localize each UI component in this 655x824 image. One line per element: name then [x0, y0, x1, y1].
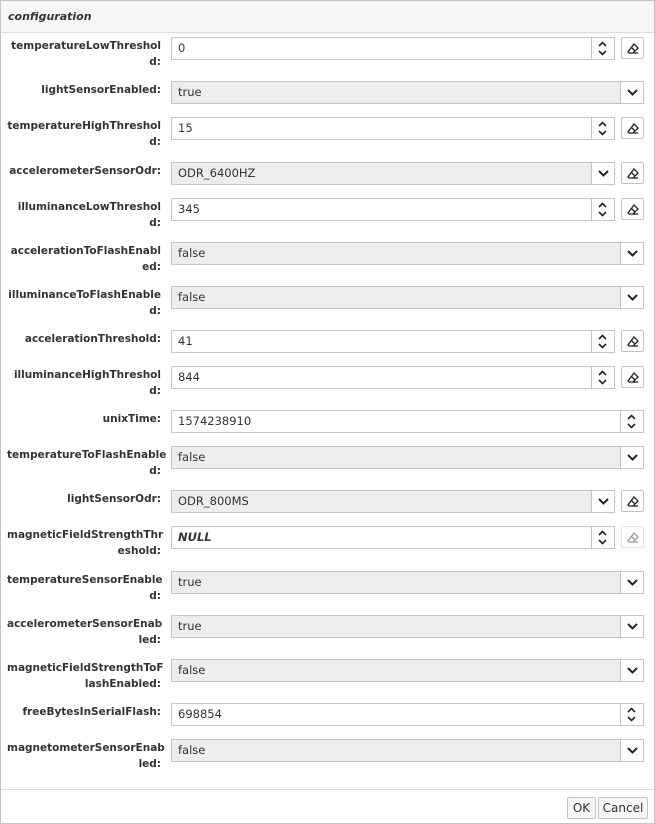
spinner-arrows-icon[interactable]: [620, 411, 643, 432]
select-accelerometer-sensor-enabled[interactable]: [171, 615, 644, 638]
field-row-unix-time: [1, 410, 654, 450]
field-row-temperature-sensor-enabled: [1, 571, 654, 611]
field-label: temperatureSensorEnable d:: [7, 574, 163, 602]
input-acceleration-threshold[interactable]: [171, 330, 615, 353]
chevron-down-icon[interactable]: [591, 491, 614, 512]
eraser-icon: [621, 526, 644, 548]
chevron-down-icon[interactable]: [620, 660, 643, 681]
field-value: false: [178, 290, 206, 304]
field-row-magnetic-field-strength-to-flash-enabled: [1, 659, 654, 699]
field-value: false: [178, 450, 206, 464]
field-value: false: [178, 743, 206, 757]
field-value: 0: [178, 41, 186, 55]
spinner-arrows-icon[interactable]: [591, 199, 614, 220]
field-label: temperatureHighThreshol d:: [7, 120, 161, 148]
eraser-icon[interactable]: [621, 330, 644, 352]
field-label: freeBytesInSerialFlash:: [22, 706, 161, 718]
field-value: false: [178, 246, 206, 260]
spinner-arrows-icon[interactable]: [591, 118, 614, 139]
field-label: accelerationThreshold:: [24, 333, 161, 345]
chevron-down-icon[interactable]: [591, 163, 614, 184]
select-magnetometer-sensor-enabled[interactable]: [171, 739, 644, 762]
field-row-free-bytes-in-serial-flash: [1, 703, 654, 743]
field-row-acceleration-threshold: [1, 330, 654, 370]
spinner-arrows-icon[interactable]: [591, 331, 614, 352]
input-temperature-high-threshold[interactable]: [171, 117, 615, 140]
eraser-icon[interactable]: [621, 162, 644, 184]
field-label: illuminanceToFlashEnable d:: [8, 289, 161, 317]
field-label: temperatureToFlashEnable d:: [7, 449, 167, 477]
select-acceleration-to-flash-enabled[interactable]: [171, 242, 644, 265]
eraser-icon[interactable]: [621, 490, 644, 512]
field-value: 41: [178, 334, 193, 348]
chevron-down-icon[interactable]: [620, 287, 643, 308]
select-temperature-sensor-enabled[interactable]: [171, 571, 644, 594]
chevron-down-icon[interactable]: [620, 572, 643, 593]
spinner-arrows-icon[interactable]: [591, 367, 614, 388]
field-label: illuminanceHighThreshol d:: [13, 369, 161, 397]
input-temperature-low-threshold[interactable]: [171, 37, 615, 60]
chevron-down-icon[interactable]: [620, 82, 643, 103]
field-label: lightSensorOdr:: [67, 493, 161, 505]
eraser-icon[interactable]: [621, 198, 644, 220]
field-label: accelerometerSensorEnab led:: [7, 618, 163, 646]
field-label: accelerationToFlashEnabl ed:: [10, 245, 161, 273]
field-value: NULL: [178, 530, 212, 544]
field-row-illuminance-low-threshold: [1, 198, 654, 238]
select-accelerometer-sensor-odr[interactable]: [171, 162, 615, 185]
field-row-temperature-to-flash-enabled: [1, 446, 654, 486]
field-label: magneticFieldStrengthThr eshold:: [7, 529, 164, 557]
input-illuminance-low-threshold[interactable]: [171, 198, 615, 221]
field-row-illuminance-to-flash-enabled: [1, 286, 654, 326]
field-value: true: [178, 619, 202, 633]
field-row-light-sensor-enabled: [1, 81, 654, 121]
input-unix-time[interactable]: [171, 410, 644, 433]
input-free-bytes-in-serial-flash[interactable]: [171, 703, 644, 726]
field-row-light-sensor-odr: [1, 490, 654, 530]
field-label: magnetometerSensorEnab led:: [7, 742, 165, 770]
eraser-icon[interactable]: [621, 37, 644, 59]
field-label: accelerometerSensorOdr:: [9, 165, 161, 177]
spinner-arrows-icon[interactable]: [591, 527, 614, 548]
field-value: 345: [178, 202, 200, 216]
eraser-icon[interactable]: [621, 117, 644, 139]
select-magnetic-field-strength-to-flash-enabled[interactable]: [171, 659, 644, 682]
field-value: true: [178, 85, 202, 99]
chevron-down-icon[interactable]: [620, 616, 643, 637]
field-value: true: [178, 575, 202, 589]
field-value: ODR_800MS: [178, 494, 249, 508]
field-label: magneticFieldStrengthToF lashEnabled:: [7, 662, 164, 690]
select-light-sensor-enabled[interactable]: [171, 81, 644, 104]
field-row-accelerometer-sensor-enabled: [1, 615, 654, 655]
chevron-down-icon[interactable]: [620, 447, 643, 468]
field-row-acceleration-to-flash-enabled: [1, 242, 654, 282]
chevron-down-icon[interactable]: [620, 740, 643, 761]
ok-button[interactable]: OK: [567, 797, 596, 819]
select-illuminance-to-flash-enabled[interactable]: [171, 286, 644, 309]
dialog-titlebar[interactable]: [1, 1, 654, 33]
field-value: 844: [178, 370, 200, 384]
field-value: 698854: [178, 707, 222, 721]
field-row-temperature-high-threshold: [1, 117, 654, 157]
cancel-button[interactable]: Cancel: [598, 797, 648, 819]
dialog-title: configuration: [8, 10, 92, 23]
field-label: illuminanceLowThreshol d:: [17, 201, 161, 229]
eraser-icon[interactable]: [621, 366, 644, 388]
field-value: false: [178, 663, 206, 677]
spinner-arrows-icon[interactable]: [591, 38, 614, 59]
input-illuminance-high-threshold[interactable]: [171, 366, 615, 389]
field-row-temperature-low-threshold: [1, 37, 654, 77]
field-label: unixTime:: [102, 413, 161, 425]
select-temperature-to-flash-enabled[interactable]: [171, 446, 644, 469]
field-row-illuminance-high-threshold: [1, 366, 654, 406]
field-label: temperatureLowThreshol d:: [11, 40, 161, 68]
input-magnetic-field-strength-threshold[interactable]: [171, 526, 615, 549]
field-value: 1574238910: [178, 414, 252, 428]
field-value: ODR_6400HZ: [178, 166, 256, 180]
field-row-magnetometer-sensor-enabled: [1, 739, 654, 779]
field-value: 15: [178, 121, 193, 135]
field-label: lightSensorEnabled:: [41, 84, 161, 96]
field-row-accelerometer-sensor-odr: [1, 162, 654, 202]
field-row-magnetic-field-strength-threshold: [1, 526, 654, 566]
select-light-sensor-odr[interactable]: [171, 490, 615, 513]
spinner-arrows-icon[interactable]: [620, 704, 643, 725]
chevron-down-icon[interactable]: [620, 243, 643, 264]
dialog-footer: [1, 789, 654, 823]
